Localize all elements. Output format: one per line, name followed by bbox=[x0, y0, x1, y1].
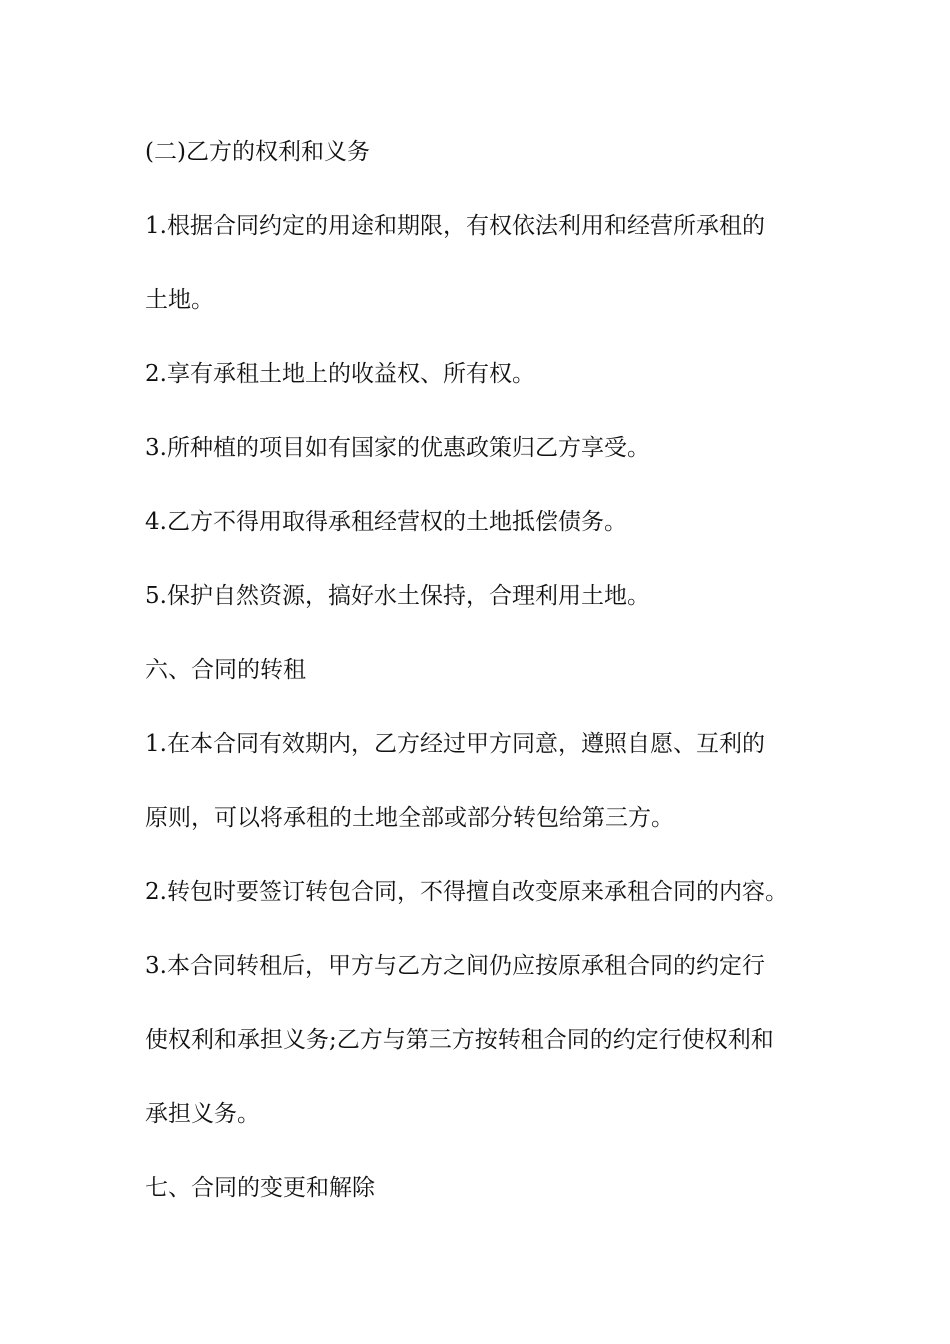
paragraph-line: 5.保护自然资源，搞好水土保持，合理利用土地。 bbox=[145, 583, 650, 609]
paragraph-line: 3.本合同转租后，甲方与乙方之间仍应按原承租合同的约定行 bbox=[145, 953, 765, 979]
paragraph-line: 1.在本合同有效期内，乙方经过甲方同意，遵照自愿、互利的 bbox=[145, 731, 765, 757]
paragraph-line: 承担义务。 bbox=[145, 1101, 260, 1127]
paragraph-line: 4.乙方不得用取得承租经营权的土地抵偿债务。 bbox=[145, 509, 627, 535]
paragraph-line: 1.根据合同约定的用途和期限，有权依法利用和经营所承租的 bbox=[145, 213, 765, 239]
section-heading-sublease: 六、合同的转租 bbox=[145, 657, 306, 683]
paragraph-line: 原则，可以将承租的土地全部或部分转包给第三方。 bbox=[145, 805, 674, 831]
section-heading-party-b-rights: (二)乙方的权利和义务 bbox=[145, 139, 370, 165]
paragraph-line: 土地。 bbox=[145, 287, 214, 313]
paragraph-line: 2.转包时要签订转包合同，不得擅自改变原来承租合同的内容。 bbox=[145, 879, 788, 905]
document-body bbox=[145, 132, 815, 1242]
paragraph-line: 3.所种植的项目如有国家的优惠政策归乙方享受。 bbox=[145, 435, 650, 461]
paragraph-line: 使权利和承担义务;乙方与第三方按转租合同的约定行使权利和 bbox=[145, 1027, 774, 1053]
paragraph-line: 2.享有承租土地上的收益权、所有权。 bbox=[145, 361, 535, 387]
section-heading-modification: 七、合同的变更和解除 bbox=[145, 1175, 375, 1201]
